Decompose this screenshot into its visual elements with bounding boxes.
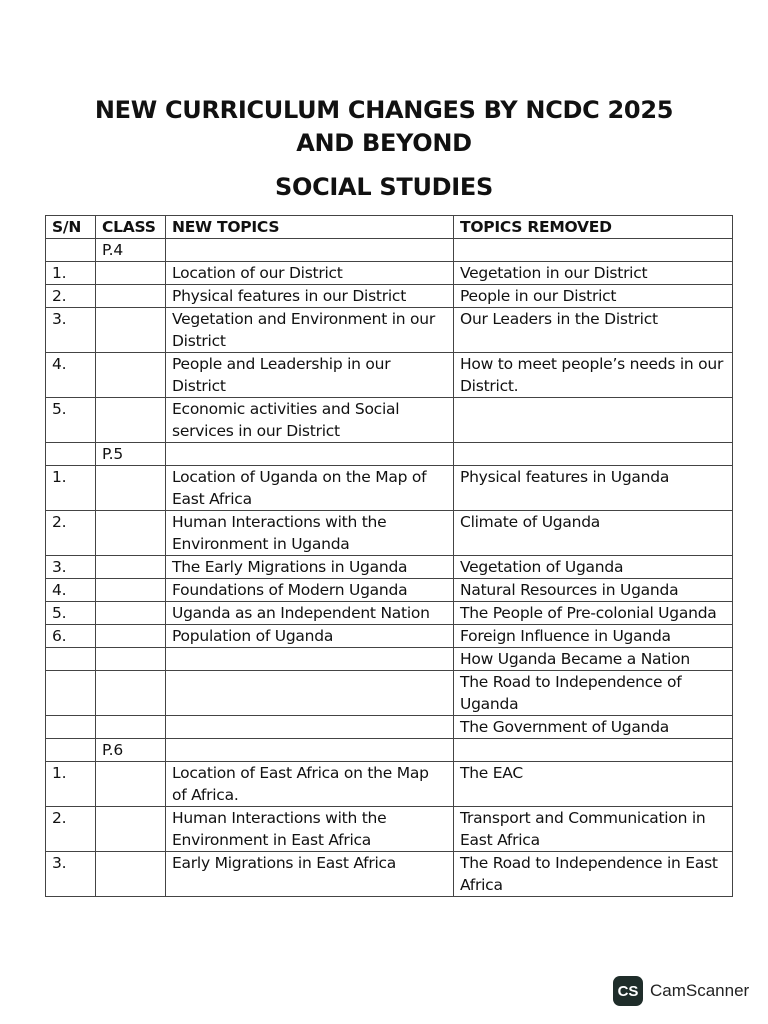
table-body — [46, 239, 733, 897]
cell-new-topic: Foundations of Modern Uganda — [166, 579, 454, 602]
table-row — [46, 579, 733, 602]
cell-sn — [46, 739, 96, 762]
document-title-line-1: NEW CURRICULUM CHANGES BY NCDC 2025 — [94, 96, 674, 124]
cell-sn: 4. — [46, 353, 96, 398]
table-row — [46, 602, 733, 625]
table-row — [46, 285, 733, 308]
class-group-row — [46, 239, 733, 262]
cell-class — [96, 285, 166, 308]
cell-class — [96, 648, 166, 671]
cell-sn: 3. — [46, 308, 96, 353]
cell-topic-removed: People in our District — [454, 285, 733, 308]
cell-class — [96, 602, 166, 625]
cell-class — [96, 671, 166, 716]
cell-class: P.5 — [96, 443, 166, 466]
cell-class — [96, 762, 166, 807]
table-row — [46, 353, 733, 398]
cell-new-topic: Human Interactions with the Environment in East Africa — [166, 807, 454, 852]
cell-sn: 6. — [46, 625, 96, 648]
table-row — [46, 262, 733, 285]
cell-new-topic: The Early Migrations in Uganda — [166, 556, 454, 579]
camscanner-logo-icon: CS — [613, 976, 643, 1006]
cell-new-topic: People and Leadership in our District — [166, 353, 454, 398]
cell-sn: 4. — [46, 579, 96, 602]
table-row — [46, 852, 733, 897]
cell-class — [96, 308, 166, 353]
cell-topic-removed: The Road to Independence in East Africa — [454, 852, 733, 897]
cell-new-topic — [166, 648, 454, 671]
cell-topic-removed — [454, 443, 733, 466]
cell-new-topic: Physical features in our District — [166, 285, 454, 308]
header-sn: S/N — [46, 216, 96, 239]
cell-new-topic: Uganda as an Independent Nation — [166, 602, 454, 625]
cell-class — [96, 852, 166, 897]
header-topics-removed: TOPICS REMOVED — [454, 216, 733, 239]
curriculum-table — [45, 215, 733, 897]
cell-sn — [46, 671, 96, 716]
class-group-row — [46, 739, 733, 762]
cell-sn: 1. — [46, 762, 96, 807]
subject-heading: SOCIAL STUDIES — [275, 173, 493, 201]
cell-new-topic: Economic activities and Social services in our District — [166, 398, 454, 443]
cell-topic-removed: Physical features in Uganda — [454, 466, 733, 511]
cell-topic-removed: Foreign Influence in Uganda — [454, 625, 733, 648]
cell-new-topic — [166, 716, 454, 739]
cell-sn — [46, 648, 96, 671]
table-row — [46, 625, 733, 648]
cell-sn: 5. — [46, 602, 96, 625]
camscanner-label: CamScanner — [650, 981, 750, 1000]
cell-class — [96, 466, 166, 511]
cell-topic-removed: Vegetation of Uganda — [454, 556, 733, 579]
cell-new-topic: Population of Uganda — [166, 625, 454, 648]
cell-topic-removed — [454, 739, 733, 762]
cell-class — [96, 625, 166, 648]
cell-new-topic — [166, 671, 454, 716]
camscanner-watermark — [613, 976, 749, 1006]
table-row — [46, 556, 733, 579]
cell-sn — [46, 239, 96, 262]
table-row — [46, 398, 733, 443]
header-class: CLASS — [96, 216, 166, 239]
cell-topic-removed: The People of Pre-colonial Uganda — [454, 602, 733, 625]
table-row — [46, 511, 733, 556]
cell-new-topic: Location of East Africa on the Map of Africa. — [166, 762, 454, 807]
cell-new-topic: Location of our District — [166, 262, 454, 285]
cell-topic-removed: Transport and Communication in East Africa — [454, 807, 733, 852]
cell-class: P.6 — [96, 739, 166, 762]
table-row — [46, 466, 733, 511]
cell-new-topic: Vegetation and Environment in our District — [166, 308, 454, 353]
table-header-row — [46, 216, 733, 239]
table-row — [46, 807, 733, 852]
cell-class — [96, 579, 166, 602]
cell-topic-removed: How Uganda Became a Nation — [454, 648, 733, 671]
table-row — [46, 762, 733, 807]
cell-topic-removed: How to meet people’s needs in our District. — [454, 353, 733, 398]
cell-topic-removed: Vegetation in our District — [454, 262, 733, 285]
cell-sn: 1. — [46, 466, 96, 511]
cell-sn: 2. — [46, 807, 96, 852]
cell-topic-removed: The Road to Independence of Uganda — [454, 671, 733, 716]
header-new-topics: NEW TOPICS — [166, 216, 454, 239]
table-row — [46, 716, 733, 739]
cell-topic-removed — [454, 239, 733, 262]
cell-class — [96, 353, 166, 398]
cell-sn: 3. — [46, 556, 96, 579]
cell-topic-removed: Our Leaders in the District — [454, 308, 733, 353]
cell-sn: 1. — [46, 262, 96, 285]
cell-new-topic: Human Interactions with the Environment in Uganda — [166, 511, 454, 556]
cell-class: P.4 — [96, 239, 166, 262]
cell-topic-removed: Natural Resources in Uganda — [454, 579, 733, 602]
cell-class — [96, 716, 166, 739]
cell-sn: 3. — [46, 852, 96, 897]
table-row — [46, 648, 733, 671]
cell-class — [96, 511, 166, 556]
cell-topic-removed: Climate of Uganda — [454, 511, 733, 556]
cell-class — [96, 262, 166, 285]
cell-sn: 2. — [46, 511, 96, 556]
cell-new-topic: Location of Uganda on the Map of East Africa — [166, 466, 454, 511]
table-row — [46, 308, 733, 353]
class-group-row — [46, 443, 733, 466]
cell-topic-removed: The EAC — [454, 762, 733, 807]
cell-class — [96, 398, 166, 443]
cell-new-topic — [166, 443, 454, 466]
cell-topic-removed — [454, 398, 733, 443]
cell-sn — [46, 716, 96, 739]
cell-new-topic: Early Migrations in East Africa — [166, 852, 454, 897]
cell-topic-removed: The Government of Uganda — [454, 716, 733, 739]
cell-new-topic — [166, 739, 454, 762]
table-row — [46, 671, 733, 716]
cell-sn: 2. — [46, 285, 96, 308]
cell-sn — [46, 443, 96, 466]
cell-class — [96, 807, 166, 852]
cell-class — [96, 556, 166, 579]
document-title-line-2: AND BEYOND — [296, 129, 472, 157]
cell-new-topic — [166, 239, 454, 262]
cell-sn: 5. — [46, 398, 96, 443]
